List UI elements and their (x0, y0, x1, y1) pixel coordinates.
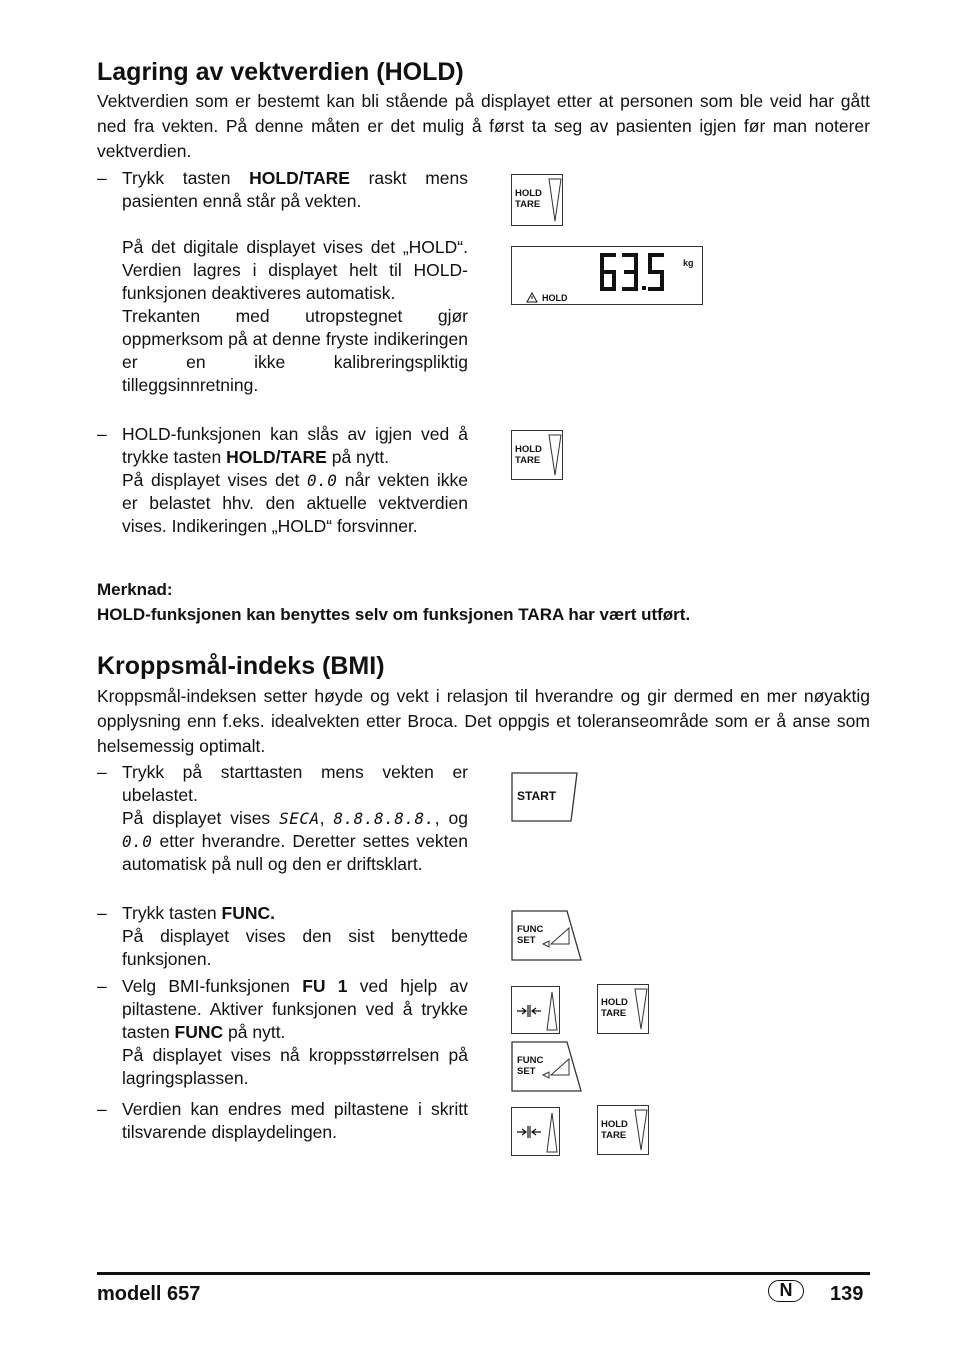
digital-display (511, 246, 703, 305)
section-heading-bmi: Kroppsmål-indeks (BMI) (97, 652, 385, 680)
step-text: Verdien kan endres med piltastene i skritt tilsvarende displaydelingen. (122, 1099, 468, 1142)
page-number: 139 (830, 1283, 864, 1305)
step-text: På displayet vises nå kroppsstørrelsen på lagringsplassen. (122, 1045, 468, 1088)
triangle-up-icon (546, 991, 558, 1031)
list-dash: – (97, 762, 107, 782)
segment-display-text: 0.0 (306, 471, 338, 490)
step-text: På displayet vises det 0.0 når vekten ikke er belastet hhv. den aktuelle vektverdien vises. Indikeringen „HOLD“ forsvinner. (122, 470, 469, 536)
display-hold-indicator: HOLD (542, 293, 568, 303)
bmi-step-1 (97, 761, 468, 876)
segment-display-text: 8.8.8.8.8. (333, 809, 435, 828)
key-label: HOLD (515, 444, 542, 455)
triangle-down-icon (634, 988, 648, 1030)
hold-tare-key[interactable] (597, 984, 649, 1034)
start-key[interactable] (511, 772, 578, 822)
bmi-intro: Kroppsmål-indeksen setter høyde og vekt i relasjon til hverandre og gir dermed en mer nøyaktig opplysning enn f.eks. idealvekten etter Broca. Det oppgis et toleranseområde som er å anse som helsemessig optimalt. (97, 686, 870, 756)
key-label: SET (517, 1066, 536, 1077)
key-label: TARE (515, 199, 541, 210)
key-label: HOLD (515, 188, 542, 199)
bmi-step-3 (97, 975, 468, 1090)
step-text: Trykk på starttasten mens vekten er ubelastet. (122, 762, 468, 805)
hold-step-1 (97, 167, 468, 397)
display-unit: kg (683, 258, 694, 268)
list-dash: – (97, 168, 107, 188)
arrow-inward-icon (516, 1124, 542, 1140)
list-dash: – (97, 976, 107, 996)
key-label: TARE (601, 1008, 627, 1019)
key-label: TARE (515, 455, 541, 466)
step-text: HOLD-funksjonen kan slås av igjen ved å trykke tasten HOLD/TARE på nytt. (122, 424, 468, 467)
key-label: FUNC (517, 1055, 544, 1066)
triangle-down-icon (548, 434, 562, 476)
step-text: Trekanten med utropstegnet gjør oppmerksom på at denne fryste indikeringen er en ikke kalibreringspliktig tilleggsinnretning. (122, 306, 468, 395)
key-label: HOLD (601, 1119, 628, 1130)
hold-tare-key[interactable] (511, 174, 563, 226)
triangle-down-icon (634, 1109, 648, 1151)
arrow-key[interactable] (511, 986, 560, 1034)
hold-tare-key[interactable] (597, 1105, 649, 1155)
step-text: På det digitale displayet vises det „HOLD“. Verdien lagres i displayet helt til HOLD-funksjonen deaktiveres automatisk. (122, 237, 468, 303)
key-label: TARE (601, 1130, 627, 1141)
key-label: FUNC (517, 924, 544, 935)
key-label: SET (517, 935, 536, 946)
key-label: HOLD (601, 997, 628, 1008)
func-set-key[interactable] (511, 910, 582, 961)
triangle-down-icon (548, 178, 562, 222)
key-label: START (517, 789, 557, 803)
note-text: HOLD-funksjonen kan benyttes selv om funksjonen TARA har vært utført. (97, 605, 691, 624)
warning-icon (526, 292, 538, 303)
segment-display-text: SECA (279, 809, 320, 828)
footer-divider (97, 1272, 870, 1275)
func-set-key[interactable] (511, 1041, 582, 1092)
step-text: På displayet vises den sist benyttede funksjonen. (122, 926, 468, 969)
arrow-inward-icon (516, 1003, 542, 1019)
hold-step-2 (97, 423, 468, 538)
bmi-step-4 (97, 1098, 468, 1144)
footer-model: modell 657 (97, 1283, 201, 1305)
segment-display-text: 0.0 (122, 832, 153, 851)
decimal-point (642, 286, 646, 290)
list-dash: – (97, 903, 107, 923)
section-heading-hold: Lagring av vektverdien (HOLD) (97, 58, 464, 86)
arrow-key[interactable] (511, 1107, 560, 1156)
step-text: På displayet vises SECA, 8.8.8.8.8., og 0.0 etter hverandre. Deretter settes vekten automatisk på null og den er driftsklart. (122, 808, 468, 874)
hold-tare-key[interactable] (511, 430, 563, 480)
bmi-step-2 (97, 902, 468, 971)
hold-intro: Vektverdien som er bestemt kan bli stående på displayet etter at personen som ble veid har gått ned fra vekten. På denne måten er det mulig å først ta seg av pasienten igjen før man noterer vektverdien. (97, 91, 870, 161)
step-text: Velg BMI-funksjonen FU 1 ved hjelp av piltastene. Aktiver funksjonen ved å trykke tasten FUNC på nytt. (122, 976, 468, 1042)
step-text: Trykk tasten HOLD/TARE raskt mens pasienten ennå står på vekten. (122, 168, 468, 211)
list-dash: – (97, 424, 107, 444)
language-badge: N (768, 1280, 804, 1302)
list-dash: – (97, 1099, 107, 1119)
triangle-up-icon (546, 1112, 558, 1153)
step-text: Trykk tasten FUNC. (122, 903, 275, 923)
note-label: Merknad: (97, 580, 173, 599)
